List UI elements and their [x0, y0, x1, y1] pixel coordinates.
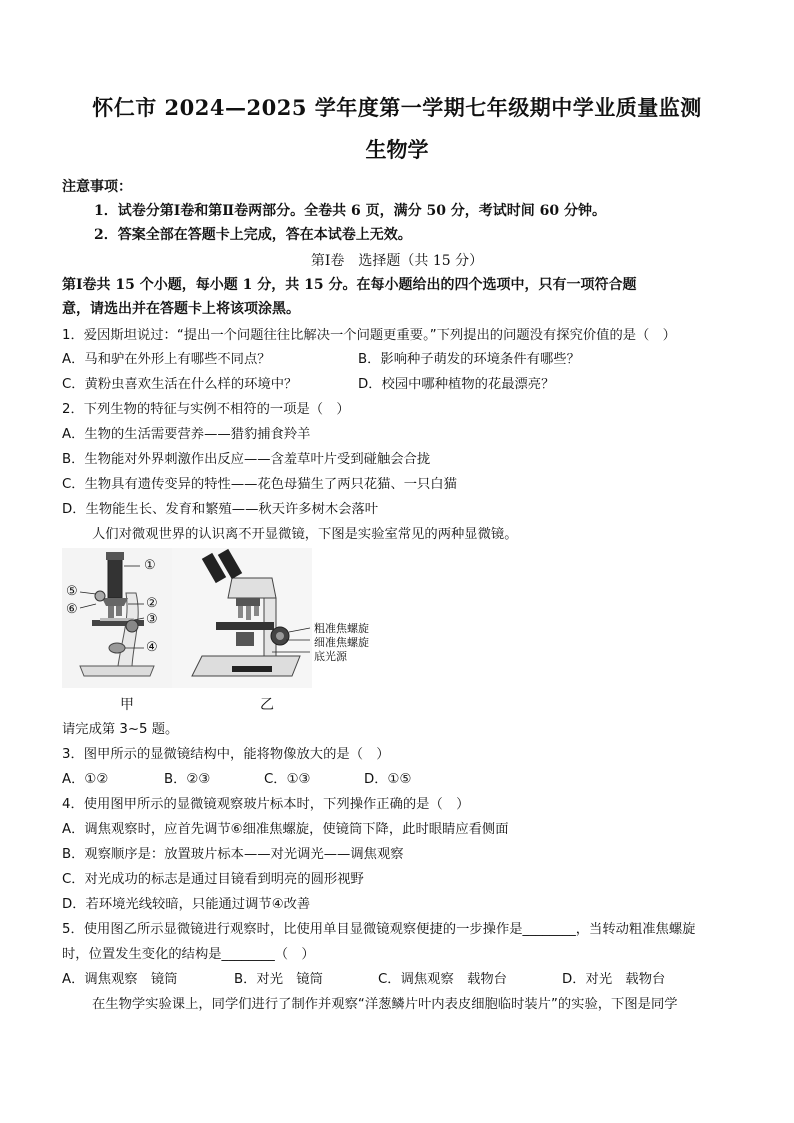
- q1-option-c: C．黄粉虫喜欢生活在什么样的环境中？: [62, 377, 298, 392]
- microscope-figure: [62, 548, 422, 713]
- q3-option-c: C．①③: [264, 772, 311, 787]
- q2-option-b: B．生物能对外界刺激作出反应——含羞草叶片受到碰触会合拢: [62, 452, 431, 467]
- q5-option-b: B．对光 镜筒: [234, 972, 323, 987]
- q5-option-a: A．调焦观察 镜筒: [62, 972, 178, 987]
- q5-stem-1: 5．使用图乙所示显微镜进行观察时，比使用单目显微镜观察便捷的一步操作是________，当转动粗准焦螺旋: [62, 922, 696, 937]
- exam-title: 怀仁市 2024—2025 学年度第一学期七年级期中学业质量监测: [92, 95, 702, 120]
- q4-option-b: B．观察顺序是：放置玻片标本——对光调光——调焦观察: [62, 847, 404, 862]
- prompt-3-5: 请完成第 3~5 题。: [62, 722, 179, 737]
- q3-option-b: B．②③: [164, 772, 211, 787]
- label-2: ②: [146, 596, 158, 611]
- q2-option-a: A．生物的生活需要营养——猎豹捕食羚羊: [62, 427, 311, 442]
- label-5: ⑤: [66, 584, 78, 599]
- label-4: ④: [146, 640, 158, 655]
- q4-option-d: D．若环境光线较暗，只能通过调节④改善: [62, 897, 311, 912]
- caption-jia: 甲: [120, 697, 134, 713]
- section-instructions-1: 第Ⅰ卷共 15 个小题，每小题 1 分，共 15 分。在每小题给出的四个选项中，只有一项符合题: [62, 277, 637, 293]
- binocular-microscope-image: [172, 548, 312, 688]
- q5-option-d: D．对光 载物台: [562, 972, 666, 987]
- q2-option-c: C．生物具有遗传变异的特性——花色母猫生了两只花猫、一只白猫: [62, 477, 457, 492]
- q3-option-d: D．①⑤: [364, 772, 412, 787]
- coarse-focus-label: 粗准焦螺旋: [314, 622, 369, 635]
- base-light-label: 底光源: [314, 650, 347, 663]
- q5-option-c: C．调焦观察 载物台: [378, 972, 507, 987]
- q4-option-c: C．对光成功的标志是通过目镜看到明亮的圆形视野: [62, 872, 364, 887]
- q3-option-a: A．①②: [62, 772, 109, 787]
- q2-stem: 2．下列生物的特征与实例不相符的一项是（ ）: [62, 402, 350, 417]
- section-instructions-2: 意，请选出并在答题卡上将该项涂黑。: [62, 301, 300, 317]
- caption-yi: 乙: [260, 697, 274, 713]
- q1-option-b: B．影响种子萌发的环境条件有哪些？: [358, 352, 580, 367]
- q1-option-d: D．校园中哪种植物的花最漂亮？: [358, 377, 555, 392]
- notice-item-1: 1．试卷分第Ⅰ卷和第Ⅱ卷两部分。全卷共 6 页，满分 50 分，考试时间 60 分钟。: [94, 203, 607, 219]
- q1-stem: 1．爱因斯坦说过：“提出一个问题往往比解决一个问题更重要。”下列提出的问题没有探究价值的是（ ）: [62, 328, 676, 343]
- q4-option-a: A．调焦观察时，应首先调节⑥细准焦螺旋，使镜筒下降，此时眼睛应看侧面: [62, 822, 509, 837]
- label-3: ③: [146, 612, 158, 627]
- label-6: ⑥: [66, 602, 78, 617]
- notice-heading: 注意事项：: [62, 179, 132, 195]
- fine-focus-label: 细准焦螺旋: [314, 636, 369, 649]
- label-1: ①: [144, 558, 156, 573]
- notice-item-2: 2．答案全部在答题卡上完成，答在本试卷上无效。: [94, 227, 412, 243]
- q1-option-a: A．马和驴在外形上有哪些不同点？: [62, 352, 271, 367]
- q5-stem-2: 时，位置发生变化的结构是________（ ）: [62, 947, 315, 962]
- intro-text: 人们对微观世界的认识离不开显微镜，下图是实验室常见的两种显微镜。: [92, 527, 518, 542]
- final-paragraph: 在生物学实验课上，同学们进行了制作并观察“洋葱鳞片叶内表皮细胞临时装片”的实验，下图是同学: [92, 997, 678, 1012]
- q3-stem: 3．图甲所示的显微镜结构中，能将物像放大的是（ ）: [62, 747, 390, 762]
- subject-title: 生物学: [365, 137, 429, 162]
- q4-stem: 4．使用图甲所示的显微镜观察玻片标本时，下列操作正确的是（ ）: [62, 797, 470, 812]
- section-title: 第Ⅰ卷 选择题（共 15 分）: [310, 253, 484, 269]
- q2-option-d: D．生物能生长、发育和繁殖——秋天许多树木会落叶: [62, 502, 379, 517]
